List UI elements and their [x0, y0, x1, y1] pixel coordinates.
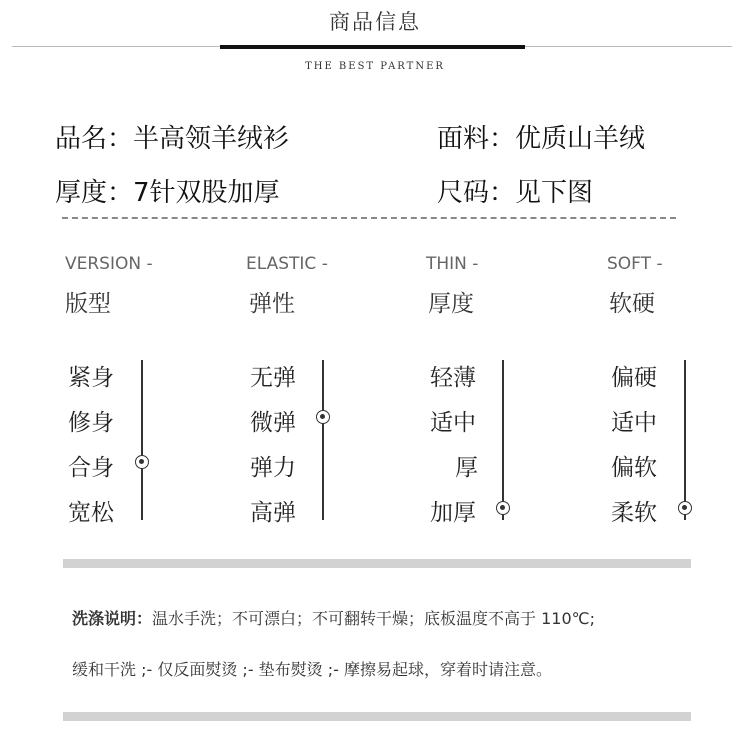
soft-selected-marker [678, 501, 692, 515]
elastic-option-3: 弹力 [250, 455, 296, 481]
thin-option-4: 加厚 [430, 500, 476, 526]
elastic-option-2: 微弹 [250, 410, 296, 436]
product-name: 品名：半高领羊绒衫 [55, 124, 290, 154]
product-thickness: 厚度：7针双股加厚 [55, 178, 280, 208]
elastic-option-1: 无弹 [250, 365, 296, 391]
thin-option-3: 厚 [455, 455, 478, 481]
soft-cn-label: 软硬 [609, 291, 655, 317]
header-divider-thick [220, 45, 525, 49]
care-text-2: 缓和干洗 ;- 仅反面熨烫 ;- 垫布熨烫 ;- 摩擦易起球，穿着时请注意。 [72, 660, 553, 679]
version-scale-line [141, 360, 143, 520]
thin-cn-label: 厚度 [428, 291, 474, 317]
version-cn-label: 版型 [65, 291, 111, 317]
version-en-label: VERSION - [65, 254, 153, 274]
version-option-1: 紧身 [68, 365, 114, 391]
care-text-1: 温水手洗；不可漂白；不可翻转干燥；底板温度不高于 110℃; [152, 609, 596, 628]
elastic-scale-line [322, 360, 324, 520]
soft-scale-line [684, 360, 686, 520]
elastic-en-label: ELASTIC - [246, 254, 328, 274]
soft-option-2: 适中 [611, 410, 657, 436]
thin-selected-marker [496, 501, 510, 515]
dashed-divider [62, 217, 676, 219]
section-divider-bar-bottom [63, 712, 691, 721]
version-option-3: 合身 [68, 455, 114, 481]
section-divider-bar-top [63, 559, 691, 568]
version-option-2: 修身 [68, 410, 114, 436]
care-label: 洗涤说明： [72, 609, 153, 628]
soft-option-3: 偏软 [611, 455, 657, 481]
elastic-cn-label: 弹性 [249, 291, 295, 317]
elastic-selected-marker [316, 410, 330, 424]
version-selected-marker [135, 455, 149, 469]
soft-option-4: 柔软 [611, 500, 657, 526]
thin-scale-line [502, 360, 504, 520]
thin-option-2: 适中 [430, 410, 476, 436]
page-title: 商品信息 [329, 10, 421, 34]
elastic-option-4: 高弹 [250, 500, 296, 526]
soft-en-label: SOFT - [607, 254, 663, 274]
product-fabric: 面料：优质山羊绒 [437, 124, 646, 154]
thin-en-label: THIN - [426, 254, 479, 274]
thin-option-1: 轻薄 [430, 365, 476, 391]
soft-option-1: 偏硬 [611, 365, 657, 391]
product-size: 尺码：见下图 [437, 178, 594, 208]
page-subtitle: THE BEST PARTNER [305, 61, 445, 72]
version-option-4: 宽松 [68, 500, 114, 526]
care-line-1 [72, 606, 595, 629]
